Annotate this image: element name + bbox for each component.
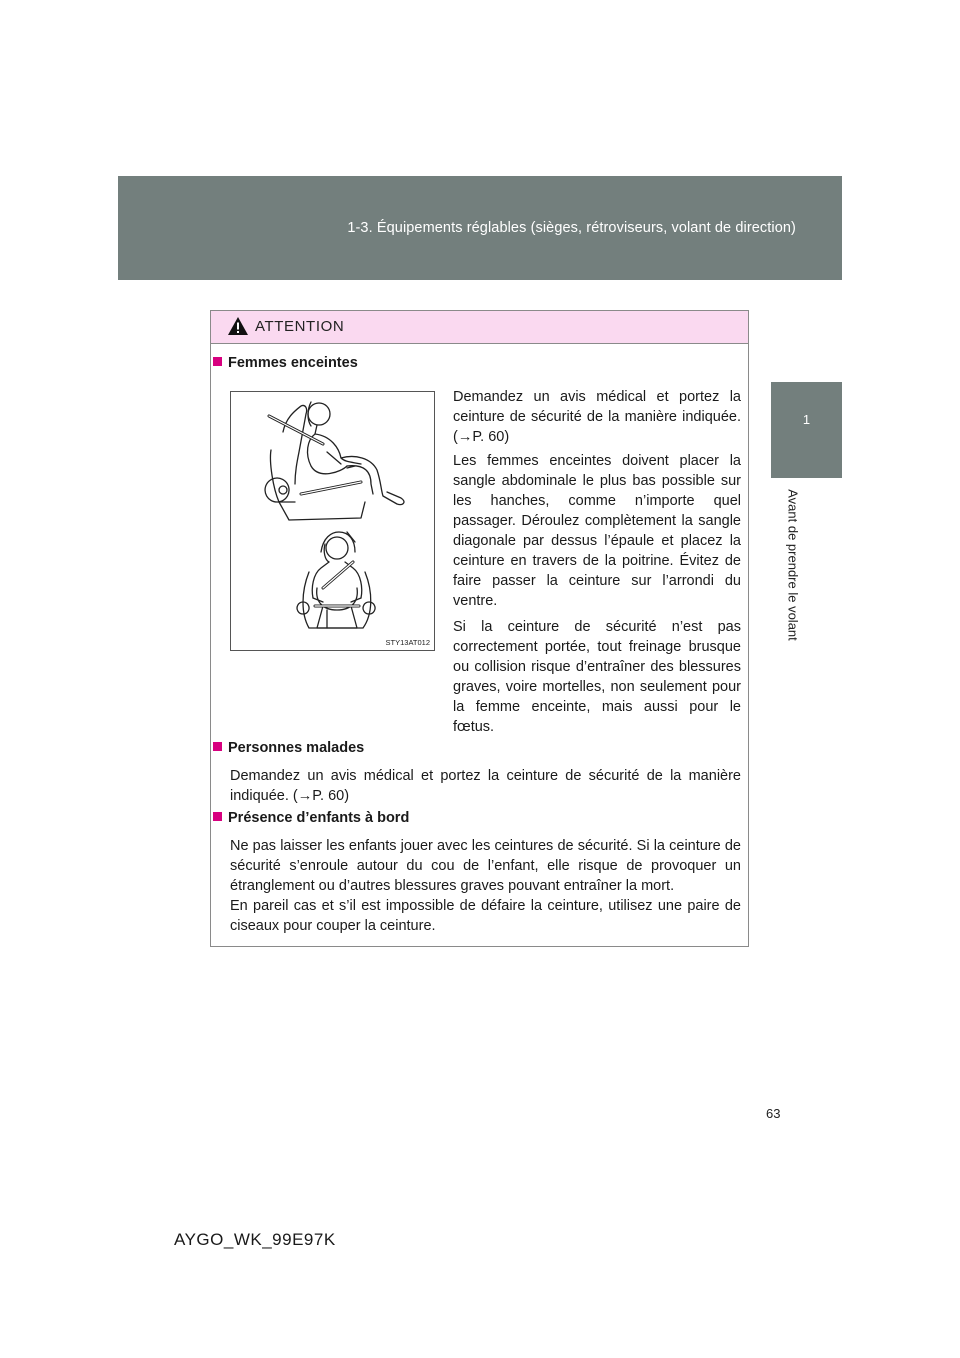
chapter-title-vertical (783, 490, 803, 640)
children-paragraph-2: En pareil cas et s’il est impossible de défaire la ceinture, utilisez une paire de ciseaux pour couper la ceinture. (230, 898, 741, 934)
pregnant-paragraph-2: Les femmes enceintes doivent placer la sangle abdominale le plus bas possible sur les hanches, comme n’importe quel passager. Déroulez complètement la sangle diagonale par dessus l’épaule et placez la ceinture en travers de la poitrine. Évitez de faire passer la ceinture sur l’arrondi du ventre. (453, 453, 741, 609)
section-title-pregnant: Femmes enceintes (213, 355, 358, 371)
chapter-title: Avant de prendre le volant (785, 489, 801, 641)
warning-box (210, 310, 749, 947)
bullet-square-icon (213, 357, 222, 366)
section-header-band (118, 176, 842, 280)
pregnant-paragraph-1: Demandez un avis médical et portez la ceinture de sécurité de la manière indiquée. (→P. 60) (453, 389, 741, 445)
bullet-square-icon (213, 812, 222, 821)
sick-paragraph: Demandez un avis médical et portez la ceinture de sécurité de la manière indiquée. (→P. 60) (230, 768, 741, 804)
warning-title: ATTENTION (255, 318, 345, 335)
pregnant-woman-seatbelt-illustration (231, 392, 434, 650)
section-title-children: Présence d’enfants à bord (213, 810, 409, 826)
warning-triangle-icon (227, 316, 249, 336)
warning-header (211, 311, 748, 344)
document-code: AYGO_WK_99E97K (174, 1230, 336, 1249)
chapter-number: 1 (802, 412, 811, 427)
page-number: 63 (766, 1106, 781, 1121)
section-title-sick: Personnes malades (213, 740, 364, 756)
chapter-tab (771, 382, 842, 478)
bullet-square-icon (213, 742, 222, 751)
pregnant-paragraph-3: Si la ceinture de sécurité n’est pas correctement portée, tout freinage brusque ou collision risque d’entraîner des blessures graves, voire mortelles, non seulement pour la femme enceinte, mais aussi pour le fœtus. (453, 619, 741, 735)
children-paragraph-1: Ne pas laisser les enfants jouer avec les ceintures de sécurité. Si la ceinture de sécurité s’enroule autour du cou de l’enfant, elle risque de provoquer un étranglement ou d’autres blessures graves pouvant entraîner la mort. (230, 838, 741, 894)
section-title: 1-3. Équipements réglables (sièges, rétroviseurs, volant de direction) (347, 220, 796, 236)
illustration-pregnant-seatbelt (230, 391, 435, 651)
illustration-code: STY13AT012 (385, 638, 430, 647)
